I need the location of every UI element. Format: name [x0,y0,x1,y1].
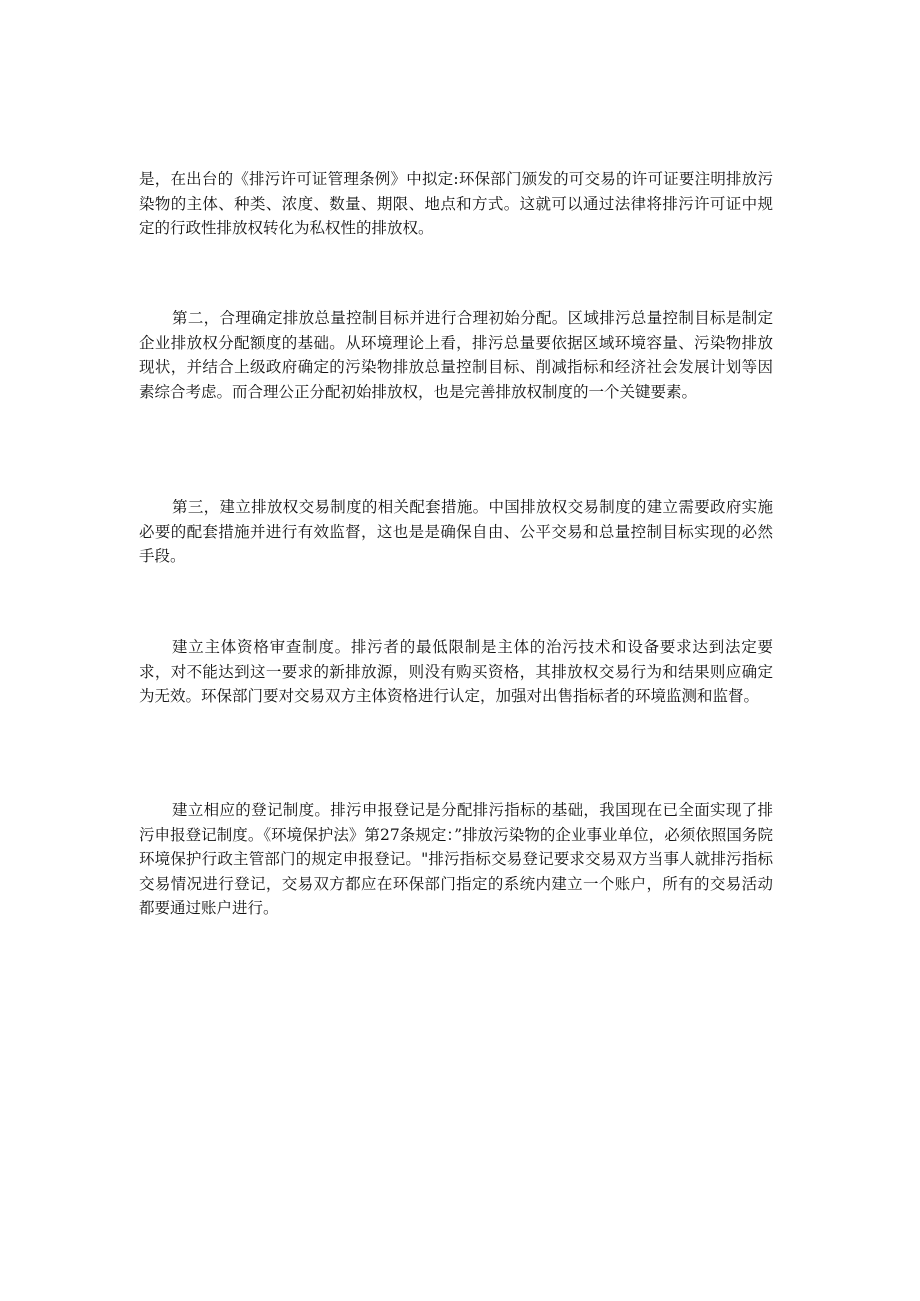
paragraph-registration-system: 建立相应的登记制度。排污申报登记是分配排污指标的基础，我国现在已全面实现了排污申报登记制度。《环境保护法》第27条规定：”排放污染物的企业事业单位，必须依照国务院环境保护行政主管部门的规定申报登记。"排污指标交易登记要求交易双方当事人就排污指标交易情况进行登记，交易双方都应在环保部门指定的系统内建立一个账户，所有的交易活动都要通过账户进行。 [139,801,773,918]
paragraph-total-control-target: 第二，合理确定排放总量控制目标并进行合理初始分配。区域排污总量控制目标是制定企业排放权分配额度的基础。从环境理论上看，排污总量要依据区域环境容量、污染物排放现状，并结合上级政府确定的污染物排放总量控制目标、削减指标和经济社会发展计划等因素综合考虑。而合理公正分配初始排放权，也是完善排放权制度的一个关键要素。 [139,309,773,401]
paragraph-permit-regulation: 是，在出台的《排污许可证管理条例》中拟定:环保部门颁发的可交易的许可证要注明排放污染物的主体、种类、浓度、数量、期限、地点和方式。这就可以通过法律将排污许可证中规定的行政性排放权转化为私权性的排放权。 [139,170,773,238]
paragraph-supporting-measures: 第三，建立排放权交易制度的相关配套措施。中国排放权交易制度的建立需要政府实施必要的配套措施并进行有效监督，这也是是确保自由、公平交易和总量控制目标实现的必然手段。 [139,498,773,566]
paragraph-qualification-review: 建立主体资格审查制度。排污者的最低限制是主体的治污技术和设备要求达到法定要求，对不能达到这一要求的新排放源，则没有购买资格，其排放权交易行为和结果则应确定为无效。环保部门要对交易双方主体资格进行认定，加强对出售指标者的环境监测和监督。 [139,638,773,706]
